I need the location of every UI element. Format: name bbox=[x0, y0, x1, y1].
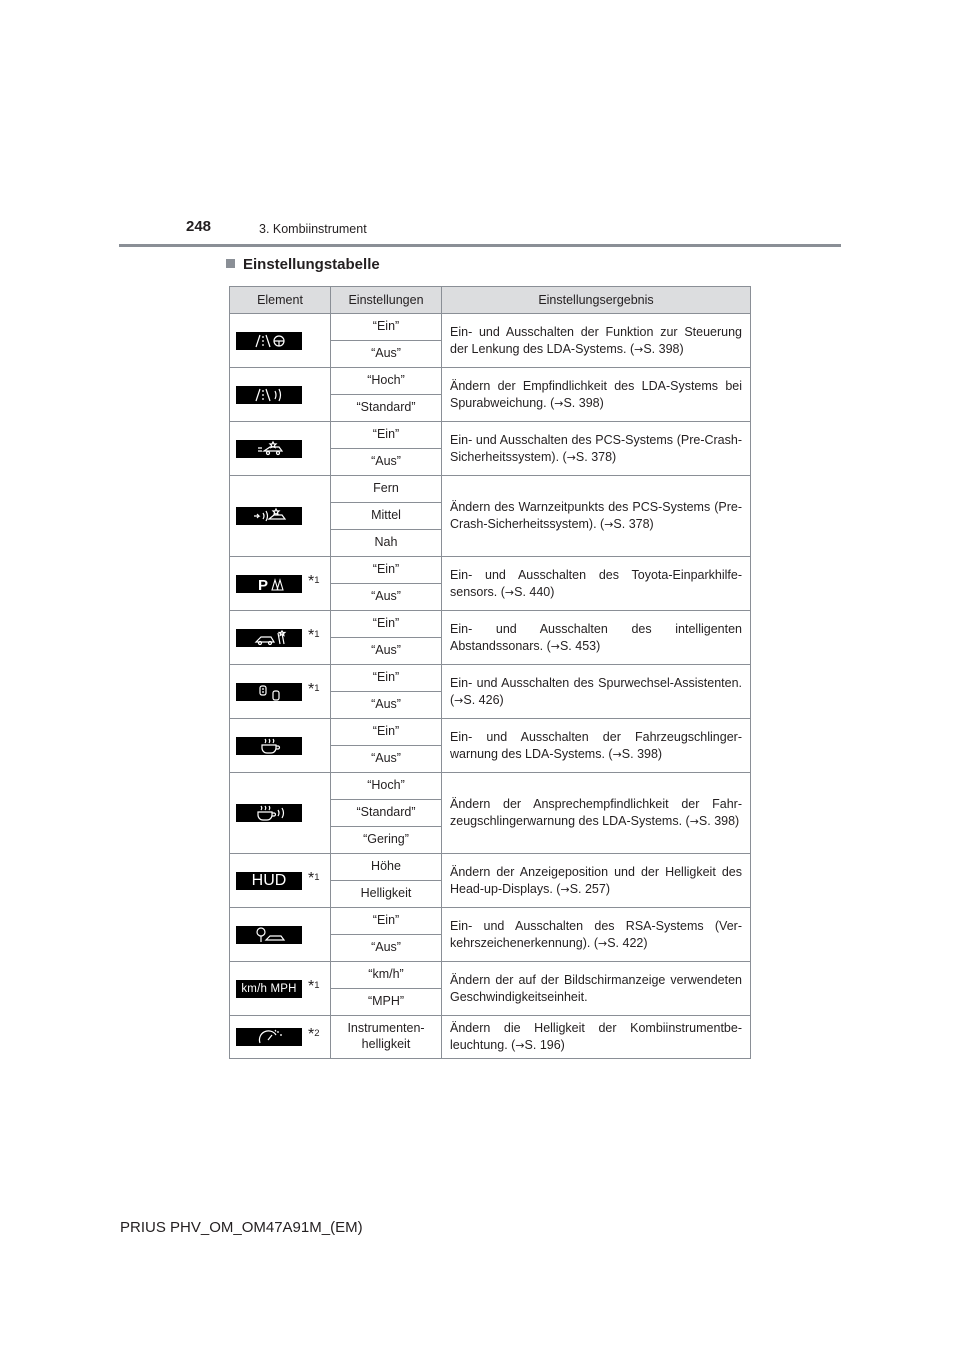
setting-value: “Ein” bbox=[331, 314, 442, 341]
speed-unit-icon bbox=[236, 980, 302, 998]
setting-value: “Aus” bbox=[331, 449, 442, 476]
setting-result bbox=[442, 962, 751, 1016]
reference-arrow-icon: → bbox=[566, 450, 576, 464]
sway-warning-sensitivity-icon bbox=[236, 804, 302, 822]
setting-value: “Hoch” bbox=[331, 368, 442, 395]
footnote-number: 1 bbox=[314, 979, 320, 991]
reference-arrow-icon: → bbox=[612, 747, 622, 761]
setting-value: “Gering” bbox=[331, 827, 442, 854]
footnote-star: * bbox=[308, 869, 315, 887]
setting-value: “Aus” bbox=[331, 584, 442, 611]
element-cell bbox=[230, 557, 331, 611]
page-reference[interactable]: S. 378) bbox=[613, 517, 654, 531]
footnote-number: 1 bbox=[314, 628, 320, 640]
setting-result bbox=[442, 665, 751, 719]
table-row bbox=[230, 719, 751, 746]
reference-arrow-icon: → bbox=[560, 882, 570, 896]
blind-spot-monitor-icon bbox=[236, 683, 302, 701]
footnote-marker bbox=[308, 573, 320, 591]
footnote-marker bbox=[308, 978, 320, 996]
column-header-result: Einstellungsergebnis bbox=[442, 287, 751, 314]
result-text: Ändern der auf der Bildschirmanzeige verwendeten Geschwindigkeitseinheit. bbox=[450, 972, 742, 1004]
footnote-star: * bbox=[308, 572, 315, 590]
setting-result bbox=[442, 557, 751, 611]
page-reference[interactable]: S. 422) bbox=[607, 935, 648, 950]
setting-value: Instrumenten- helligkeit bbox=[331, 1016, 442, 1059]
element-cell bbox=[230, 854, 331, 908]
setting-value: “Ein” bbox=[331, 611, 442, 638]
table-row bbox=[230, 368, 751, 395]
setting-result bbox=[442, 908, 751, 962]
setting-value: Mittel bbox=[331, 503, 442, 530]
result-text: Ändern die Helligkeit der Kombiinstrumentbeleuchtung. ( bbox=[450, 1021, 742, 1052]
page-reference[interactable]: S. 257) bbox=[569, 881, 610, 896]
clearance-sonar-icon bbox=[236, 629, 302, 647]
setting-value: “Hoch” bbox=[331, 773, 442, 800]
chapter-title: 3. Kombiinstrument bbox=[259, 222, 367, 236]
result-text: Ein- und Ausschalten des RSA-Systems (Verkehrszeichenerkennung). ( bbox=[450, 918, 742, 950]
footnote-number: 2 bbox=[314, 1028, 320, 1040]
setting-value: “Aus” bbox=[331, 692, 442, 719]
page-reference[interactable]: S. 196) bbox=[524, 1037, 565, 1052]
setting-result bbox=[442, 611, 751, 665]
reference-arrow-icon: → bbox=[515, 1038, 525, 1052]
reference-arrow-icon: → bbox=[634, 342, 644, 356]
table-row bbox=[230, 314, 751, 341]
element-cell bbox=[230, 962, 331, 1016]
footnote-marker bbox=[308, 1026, 320, 1044]
result-text: Ein- und Ausschalten der Funktion zur Steuerung der Lenkung des LDA-Systems. ( bbox=[450, 324, 742, 356]
page-number: 248 bbox=[186, 218, 212, 235]
head-up-display-icon bbox=[236, 872, 302, 890]
table-row bbox=[230, 854, 751, 881]
table-row bbox=[230, 665, 751, 692]
table-row bbox=[230, 422, 751, 449]
setting-value: “Ein” bbox=[331, 557, 442, 584]
footnote-marker bbox=[308, 870, 320, 888]
table-header-row bbox=[230, 287, 751, 314]
setting-value: “Aus” bbox=[331, 341, 442, 368]
reference-arrow-icon: → bbox=[604, 518, 614, 531]
icon-label: km/h MPH bbox=[241, 982, 297, 995]
svg-text:P: P bbox=[258, 576, 269, 593]
setting-value: “Aus” bbox=[331, 935, 442, 962]
setting-result bbox=[442, 368, 751, 422]
settings-table bbox=[229, 286, 751, 1059]
element-cell bbox=[230, 476, 331, 557]
footnote-number: 1 bbox=[314, 574, 320, 586]
section-title-text: Einstellungstabelle bbox=[243, 256, 380, 273]
reference-arrow-icon: → bbox=[454, 693, 464, 707]
setting-result bbox=[442, 314, 751, 368]
page-reference[interactable]: S. 398) bbox=[698, 814, 740, 828]
footnote-star: * bbox=[308, 977, 315, 995]
setting-result bbox=[442, 854, 751, 908]
element-cell bbox=[230, 908, 331, 962]
table-row bbox=[230, 962, 751, 989]
section-bullet-icon bbox=[226, 259, 235, 268]
element-cell bbox=[230, 1016, 331, 1059]
footnote-star: * bbox=[308, 626, 315, 644]
reference-arrow-icon: → bbox=[550, 639, 560, 653]
footnote-star: * bbox=[308, 1026, 315, 1044]
result-text: Ein- und Ausschalten des intelligenten Abstandssonars. ( bbox=[450, 621, 742, 653]
setting-result bbox=[442, 422, 751, 476]
setting-value: “Standard” bbox=[331, 395, 442, 422]
page-reference[interactable]: S. 453) bbox=[559, 638, 601, 653]
reference-arrow-icon: → bbox=[689, 815, 699, 828]
setting-result bbox=[442, 773, 751, 854]
setting-value: “Ein” bbox=[331, 719, 442, 746]
column-header-element: Element bbox=[230, 287, 331, 314]
page-reference[interactable]: S. 426) bbox=[463, 692, 504, 707]
result-text: Ein- und Ausschalten des Spurwechsel-Assistenten. ( bbox=[450, 675, 742, 707]
setting-value: “Ein” bbox=[331, 665, 442, 692]
table-row bbox=[230, 476, 751, 503]
document-code: PRIUS PHV_OM_OM47A91M_(EM) bbox=[120, 1219, 363, 1236]
setting-value: Fern bbox=[331, 476, 442, 503]
setting-result bbox=[442, 719, 751, 773]
pre-crash-warning-timing-icon bbox=[236, 507, 302, 525]
setting-value: “Ein” bbox=[331, 422, 442, 449]
result-text: Ein- und Ausschalten des PCS-Systems (Pre-Crash-Sicherheitssystem). ( bbox=[450, 432, 742, 464]
page-reference[interactable]: S. 398) bbox=[563, 395, 604, 410]
element-cell bbox=[230, 665, 331, 719]
setting-result bbox=[442, 1016, 751, 1059]
parking-assist-sensor-icon bbox=[236, 575, 302, 593]
icon-label: HUD bbox=[251, 871, 287, 889]
setting-value: “Aus” bbox=[331, 638, 442, 665]
setting-value: “Ein” bbox=[331, 908, 442, 935]
result-text: Ändern der Anzeigeposition und der Helligkeit des Head-up-Displays. ( bbox=[450, 864, 742, 896]
reference-arrow-icon: → bbox=[598, 936, 608, 950]
result-text: Ändern des Warnzeitpunkts des PCS-Systems (Pre-Crash-Sicherheitssystem). ( bbox=[450, 500, 742, 531]
page-reference[interactable]: S. 378) bbox=[575, 449, 617, 464]
setting-value: Nah bbox=[331, 530, 442, 557]
section-title bbox=[226, 256, 380, 273]
pre-crash-system-icon bbox=[236, 440, 302, 458]
setting-value: “Standard” bbox=[331, 800, 442, 827]
table-row bbox=[230, 611, 751, 638]
result-text: Ändern der Ansprechempfindlichkeit der Fahrzeugschlingerwarnung des LDA-Systems. ( bbox=[450, 797, 742, 828]
page-reference[interactable]: S. 398) bbox=[643, 341, 684, 356]
reference-arrow-icon: → bbox=[554, 396, 564, 410]
result-text: Ein- und Ausschalten der Fahrzeugschlingerwarnung des LDA-Systems. ( bbox=[450, 729, 742, 761]
page-reference[interactable]: S. 398) bbox=[621, 746, 663, 761]
table-row bbox=[230, 557, 751, 584]
element-cell bbox=[230, 314, 331, 368]
setting-result bbox=[442, 476, 751, 557]
element-cell bbox=[230, 719, 331, 773]
table-row bbox=[230, 1016, 751, 1059]
setting-value: Höhe bbox=[331, 854, 442, 881]
header-rule bbox=[119, 244, 841, 247]
setting-value: “km/h” bbox=[331, 962, 442, 989]
element-cell bbox=[230, 368, 331, 422]
result-text: Ändern der Empfindlichkeit des LDA-Systems bei Spurabweichung. ( bbox=[450, 378, 742, 410]
footnote-marker bbox=[308, 627, 320, 645]
table-row bbox=[230, 908, 751, 935]
reference-arrow-icon: → bbox=[504, 585, 515, 599]
table-row bbox=[230, 773, 751, 800]
setting-value: “MPH” bbox=[331, 989, 442, 1016]
element-cell bbox=[230, 611, 331, 665]
footnote-number: 1 bbox=[314, 871, 320, 883]
element-cell bbox=[230, 422, 331, 476]
element-cell bbox=[230, 773, 331, 854]
lane-departure-steering-icon bbox=[236, 332, 302, 350]
footnote-star: * bbox=[308, 680, 315, 698]
setting-value: “Aus” bbox=[331, 746, 442, 773]
column-header-settings: Einstellungen bbox=[331, 287, 442, 314]
sway-warning-icon bbox=[236, 737, 302, 755]
road-sign-assist-icon bbox=[236, 926, 302, 944]
footnote-number: 1 bbox=[314, 682, 320, 694]
page-reference[interactable]: S. 440) bbox=[514, 584, 555, 599]
footnote-marker bbox=[308, 681, 320, 699]
lane-departure-sensitivity-icon bbox=[236, 386, 302, 404]
setting-value: Helligkeit bbox=[331, 881, 442, 908]
instrument-brightness-icon bbox=[236, 1028, 302, 1046]
result-text: Ein- und Ausschalten des Toyota-Einparkhilfe-sensors. ( bbox=[450, 567, 742, 599]
